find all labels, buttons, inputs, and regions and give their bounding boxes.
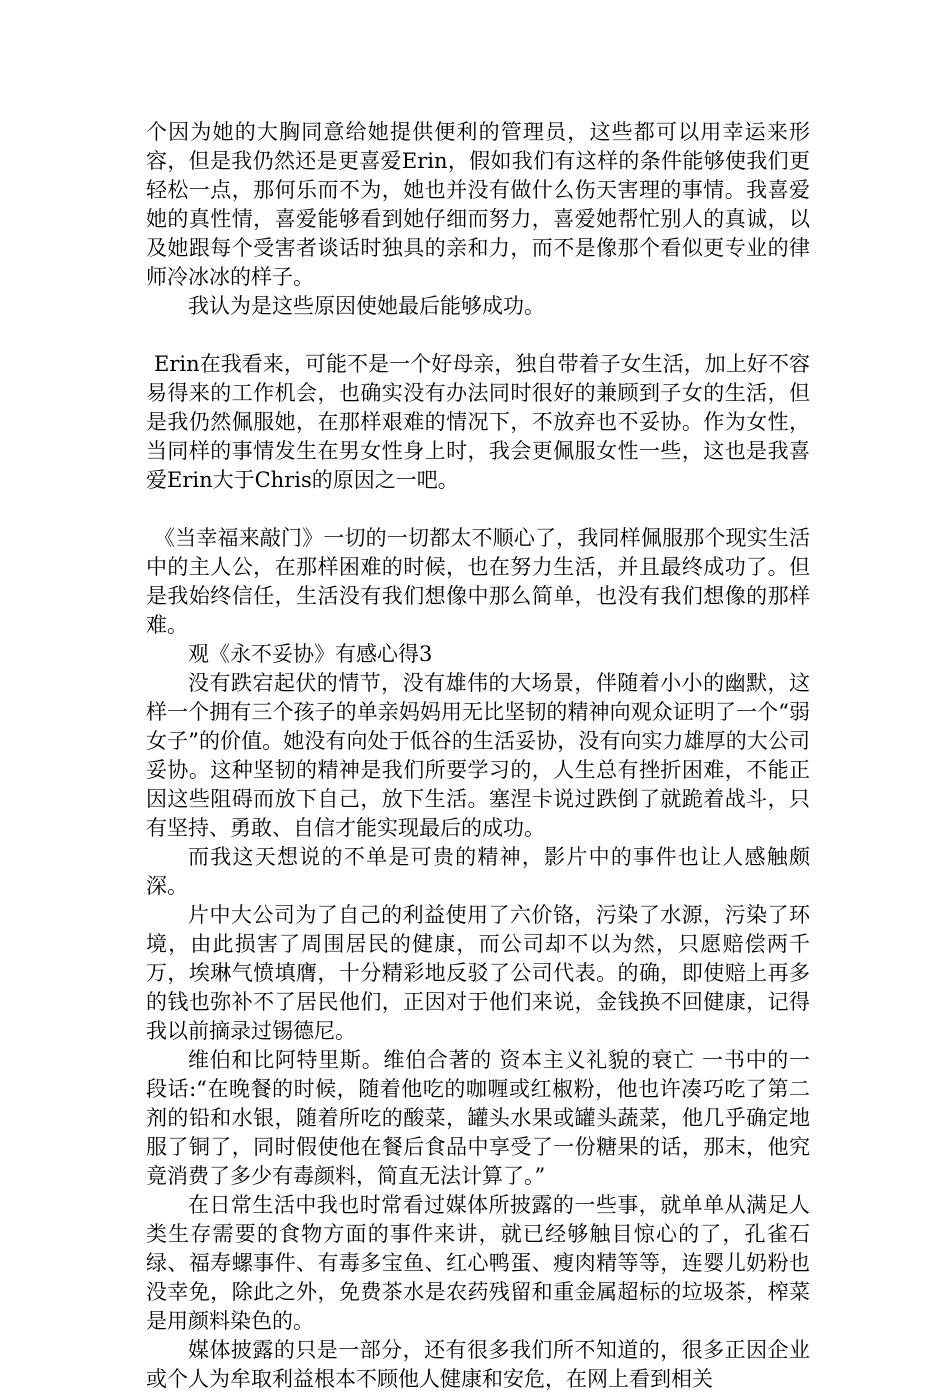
paragraph-7: 片中大公司为了自己的利益使用了六价铬，污染了水源，污染了环境，由此损害了周围居民的健康，而公司却不以为然，只愿赔偿两千万，埃琳气愤填膺，十分精彩地反驳了公司代表。的确，即使赔上再多的钱也弥补不了居民他们，正因对于他们来说，金钱换不回健康，记得我以前摘录过锡德尼。 <box>146 903 810 1043</box>
paragraph-8: 维伯和比阿特里斯。维伯合著的 资本主义礼貌的衰亡 一书中的一段话:“在晚餐的时候，随着他吃的咖喱或红椒粉，他也许凑巧吃了第二剂的铅和水银，随着所吃的酸菜，罐头水果或罐头蔬菜，他几乎确定地服了铜了，同时假使他在餐后食品中享受了一份糖果的话，那末，他究竟消费了多少有毒颜料，简直无法计算了。” <box>146 1048 810 1188</box>
paragraph-6: 而我这天想说的不单是可贵的精神，影片中的事件也让人感触颇深。 <box>146 845 810 898</box>
paragraph-4: 《当幸福来敲门》一切的一切都太不顺心了，我同样佩服那个现实生活中的主人公，在那样困难的时候，也在努力生活，并且最终成功了。但是我始终信任，生活没有我们想像中那么简单，也没有我们想像的那样难。 <box>146 526 810 637</box>
paragraph-5: 没有跌宕起伏的情节，没有雄伟的大场景，伴随着小小的幽默，这样一个拥有三个孩子的单亲妈妈用无比坚韧的精神向观众证明了一个“弱女子”的价值。她没有向处于低谷的生活妥协，没有向实力雄厚的大公司妥协。这种坚韧的精神是我们所要学习的，人生总有挫折困难，不能正因这些阻碍而放下自己，放下生活。塞涅卡说过跌倒了就跪着战斗，只有坚持、勇敢、自信才能实现最后的成功。 <box>146 671 810 840</box>
paragraph-spacer <box>146 321 810 350</box>
paragraph-10: 媒体披露的只是一部分，还有很多我们所不知道的，很多正因企业或个人为牟取利益根本不顾他人健康和安危，在网上看到相关 <box>146 1338 810 1391</box>
section-heading: 观《永不妥协》有感心得3 <box>188 642 433 666</box>
paragraph-3: Erin在我看来，可能不是一个好母亲，独自带着子女生活，加上好不容易得来的工作机会，也确实没有办法同时很好的兼顾到子女的生活，但是我仍然佩服她，在那样艰难的情况下，不放弃也不妥协。作为女性，当同样的事情发生在男女性身上时，我会更佩服女性一些，这也是我喜爱Erin大于Chris的原因之一吧。 <box>146 352 810 492</box>
paragraph-9: 在日常生活中我也时常看过媒体所披露的一些事，就单单从满足人类生存需要的食物方面的事件来讲，就已经够触目惊心的了，孔雀石绿、福寿螺事件、有毒多宝鱼、红心鸭蛋、瘦肉精等等，连婴儿奶粉也没幸免，除此之外，免费茶水是农药残留和重金属超标的垃圾茶，榨菜是用颜料染色的。 <box>146 1193 810 1333</box>
paragraph-2: 我认为是这些原因使她最后能够成功。 <box>188 294 545 318</box>
paragraph-1: 个因为她的大胸同意给她提供便利的管理员，这些都可以用幸运来形容，但是我仍然还是更喜爱Erin，假如我们有这样的条件能够使我们更轻松一点，那何乐而不为，她也并没有做什么伤天害理的事情。我喜爱她的真性情，喜爱能够看到她仔细而努力，喜爱她帮忙别人的真诚，以及她跟每个受害者谈话时独具的亲和力，而不是像那个看似更专业的律师冷冰冰的样子。 <box>146 120 810 289</box>
document-body <box>146 118 810 1394</box>
paragraph-spacer <box>146 495 810 524</box>
